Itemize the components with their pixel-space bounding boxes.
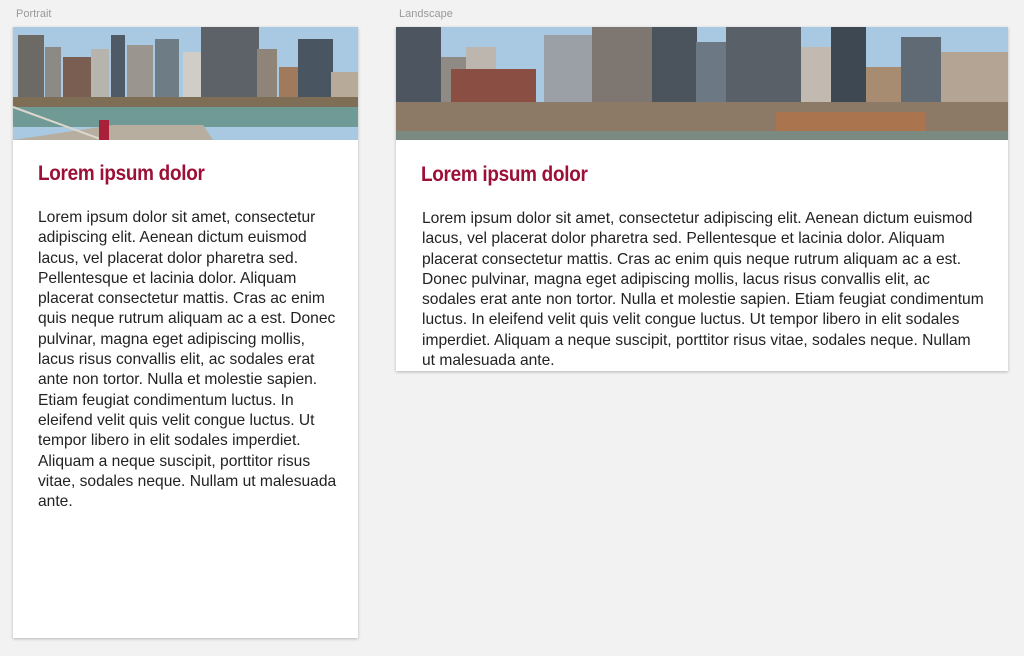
card-body: Lorem ipsum dolor sit amet, consectetur adipiscing elit. Aenean dictum euismod lacus, vel placerat dolor pharetra sed. Pellentesque et lacinia dolor. Aliquam placerat consectetur mattis. Cras ac enim quis neque rutrum aliquam ac a est. Donec pulvinar, magna eget adipiscing mollis, lacus risus convallis elit, ac sodales erat ante non tortor. Nulla et molestie sapien. Etiam feugiat condimentum luctus. In eleifend velit quis velit congue luctus. Ut tempor libero in elit sodales imperdiet. Aliquam a neque suscipit, porttitor risus vitae, sodales neque. Nullam ut malesuada ante. [38,209,337,511]
landscape-card [396,27,1008,371]
city-skyline-image [396,27,1008,140]
card-title: Lorem ipsum dolor [421,163,588,186]
card-title: Lorem ipsum dolor [38,162,205,185]
card-body: Lorem ipsum dolor sit amet, consectetur adipiscing elit. Aenean dictum euismod lacus, vel placerat dolor pharetra sed. Pellentesque et lacinia dolor. Aliquam placerat consectetur mattis. Cras ac enim quis neque rutrum aliquam ac a est. Donec pulvinar, magna eget adipiscing mollis, lacus risus convallis elit, ac sodales erat ante non tortor. Nulla et molestie sapien. Etiam feugiat condimentum luctus. In eleifend velit quis velit congue luctus. Ut tempor libero in elit sodales imperdiet. Aliquam a neque suscipit, porttitor risus vitae, sodales neque. Nullam ut malesuada ante. [422,210,984,370]
landscape-label: Landscape [399,8,453,20]
portrait-label: Portrait [16,8,52,20]
portrait-card [13,27,358,638]
city-skyline-image [13,27,358,140]
